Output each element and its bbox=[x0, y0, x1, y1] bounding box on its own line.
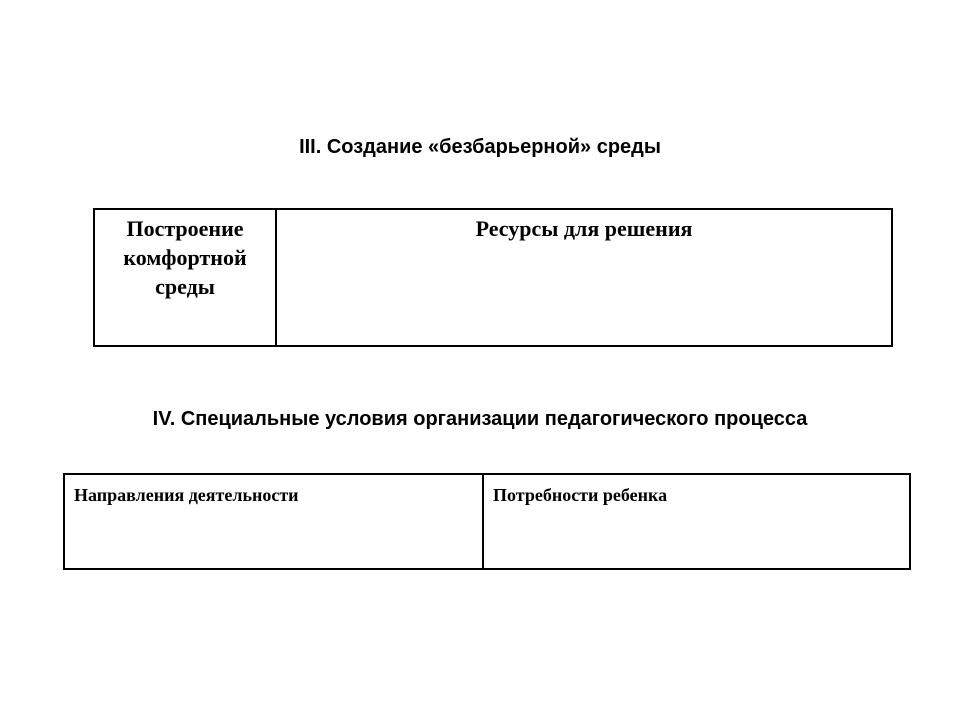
section-3-heading: III. Создание «безбарьерной» среды bbox=[299, 136, 661, 158]
section-4-heading: IV. Специальные условия организации педагогического процесса bbox=[152, 408, 808, 430]
table-row bbox=[64, 474, 910, 569]
barrier-free-table bbox=[93, 208, 893, 347]
resources-header-cell: Ресурсы для решения bbox=[276, 209, 892, 346]
special-conditions-table bbox=[63, 473, 911, 570]
comfortable-environment-header-cell: Построение комфортной среды bbox=[94, 209, 276, 346]
activity-directions-header-cell: Направления деятельности bbox=[64, 474, 483, 569]
table-row bbox=[94, 209, 892, 346]
child-needs-header-cell: Потребности ребенка bbox=[483, 474, 910, 569]
